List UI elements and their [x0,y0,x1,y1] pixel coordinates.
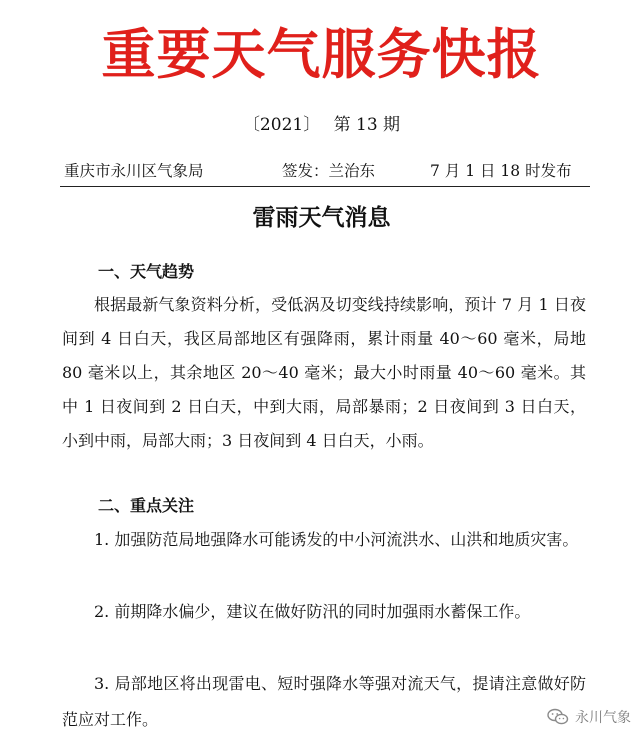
focus-item: 1. 加强防范局地强降水可能诱发的中小河流洪水、山洪和地质灾害。 [94,530,579,549]
watermark [547,707,631,727]
issuing-org: 重庆市永川区气象局 [64,162,204,180]
document-title: 雷雨天气消息 [252,205,391,231]
meta-row [60,157,590,185]
section-heading-focus: 二、重点关注 [98,496,195,515]
issue-number: 第 13 期 [333,115,401,135]
focus-item: 3. 局部地区将出现雷电、短时强降水等强对流天气，提请注意做好防范应对工作。 [62,674,586,729]
header-divider [60,186,590,187]
issue-line [0,112,643,138]
section-heading-trend: 一、天气趋势 [98,262,195,281]
release-date: 7 月 1 日 18 时发布 [430,162,572,180]
issue-year: 〔2021〕 [242,115,321,135]
wechat-icon [547,708,569,726]
signer: 签发：兰治东 [282,162,376,180]
masthead-title: 重要天气服务快报 [101,22,542,86]
trend-paragraph: 根据最新气象资料分析，受低涡及切变线持续影响，预计 7 月 1 日夜间到 4 日白天，我区局部地区有强降雨，累计雨量 40～60 毫米，局地 80 毫米以上，其余地区 20～40 毫米；最大小时雨量 40～60 毫米。其中 1 日夜间到 2 日白天，中到大雨，局部暴雨；2 日夜间到 3 日白天，小到中雨，局部大雨；3 日夜间到 4 日白天，小雨。 [62,295,586,450]
focus-item: 2. 前期降水偏少，建议在做好防汛的同时加强雨水蓄保工作。 [94,602,531,621]
watermark-text: 永川气象 [575,710,631,726]
